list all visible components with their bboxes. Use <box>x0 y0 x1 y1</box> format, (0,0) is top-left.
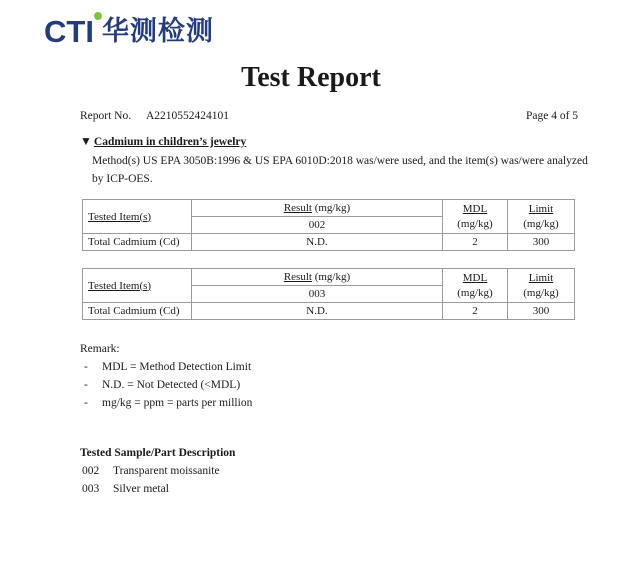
tested-item-header: Tested Item(s) <box>83 200 192 234</box>
table-row <box>83 303 575 320</box>
remark-item: - MDL = Method Detection Limit <box>84 361 252 373</box>
result-cell: N.D. <box>192 303 443 320</box>
tested-item-cell: Total Cadmium (Cd) <box>83 234 192 251</box>
result-header: Result (mg/kg) <box>192 269 443 286</box>
report-number-label: Report No. <box>80 110 132 122</box>
limit-header: Limit (mg/kg) <box>508 269 575 303</box>
sample-id-cell: 003 <box>192 286 443 303</box>
report-number-value: A2210552424101 <box>146 110 230 122</box>
result-table-1 <box>82 199 575 251</box>
remark-item: - N.D. = Not Detected (<MDL) <box>84 379 241 391</box>
sample-id-cell: 002 <box>192 217 443 234</box>
limit-header: Limit (mg/kg) <box>508 200 575 234</box>
section-heading-text: Cadmium in children’s jewelry <box>93 136 247 148</box>
limit-cell: 300 <box>508 303 575 320</box>
logo-dot <box>94 12 102 20</box>
logo-chinese-text: 华测检测 <box>101 16 214 47</box>
result-cell: N.D. <box>192 234 443 251</box>
result-table-2 <box>82 268 575 320</box>
list-item: 002 Transparent moissanite <box>82 465 220 477</box>
tested-item-cell: Total Cadmium (Cd) <box>83 303 192 320</box>
mdl-cell: 2 <box>443 303 508 320</box>
triangle-down-icon: ▼ <box>80 134 92 148</box>
limit-cell: 300 <box>508 234 575 251</box>
table-row <box>83 234 575 251</box>
mdl-header: MDL (mg/kg) <box>443 200 508 234</box>
method-text: Method(s) US EPA 3050B:1996 & US EPA 6010D:2018 was/were used, and the item(s) was/were analyzed by ICP-OES. <box>92 155 588 185</box>
section-heading <box>80 134 246 149</box>
company-logo <box>44 12 214 52</box>
result-header: Result (mg/kg) <box>192 200 443 217</box>
mdl-cell: 2 <box>443 234 508 251</box>
page-indicator: Page 4 of 5 <box>526 110 579 122</box>
page-title: Test Report <box>241 62 381 93</box>
list-item: 003 Silver metal <box>82 483 169 495</box>
logo-latin-text: CTI <box>44 12 94 52</box>
remark-item: - mg/kg = ppm = parts per million <box>84 397 253 409</box>
tested-item-header: Tested Item(s) <box>83 269 192 303</box>
mdl-header: MDL (mg/kg) <box>443 269 508 303</box>
remark-title: Remark: <box>80 343 120 355</box>
sample-description-heading: Tested Sample/Part Description <box>80 447 236 459</box>
